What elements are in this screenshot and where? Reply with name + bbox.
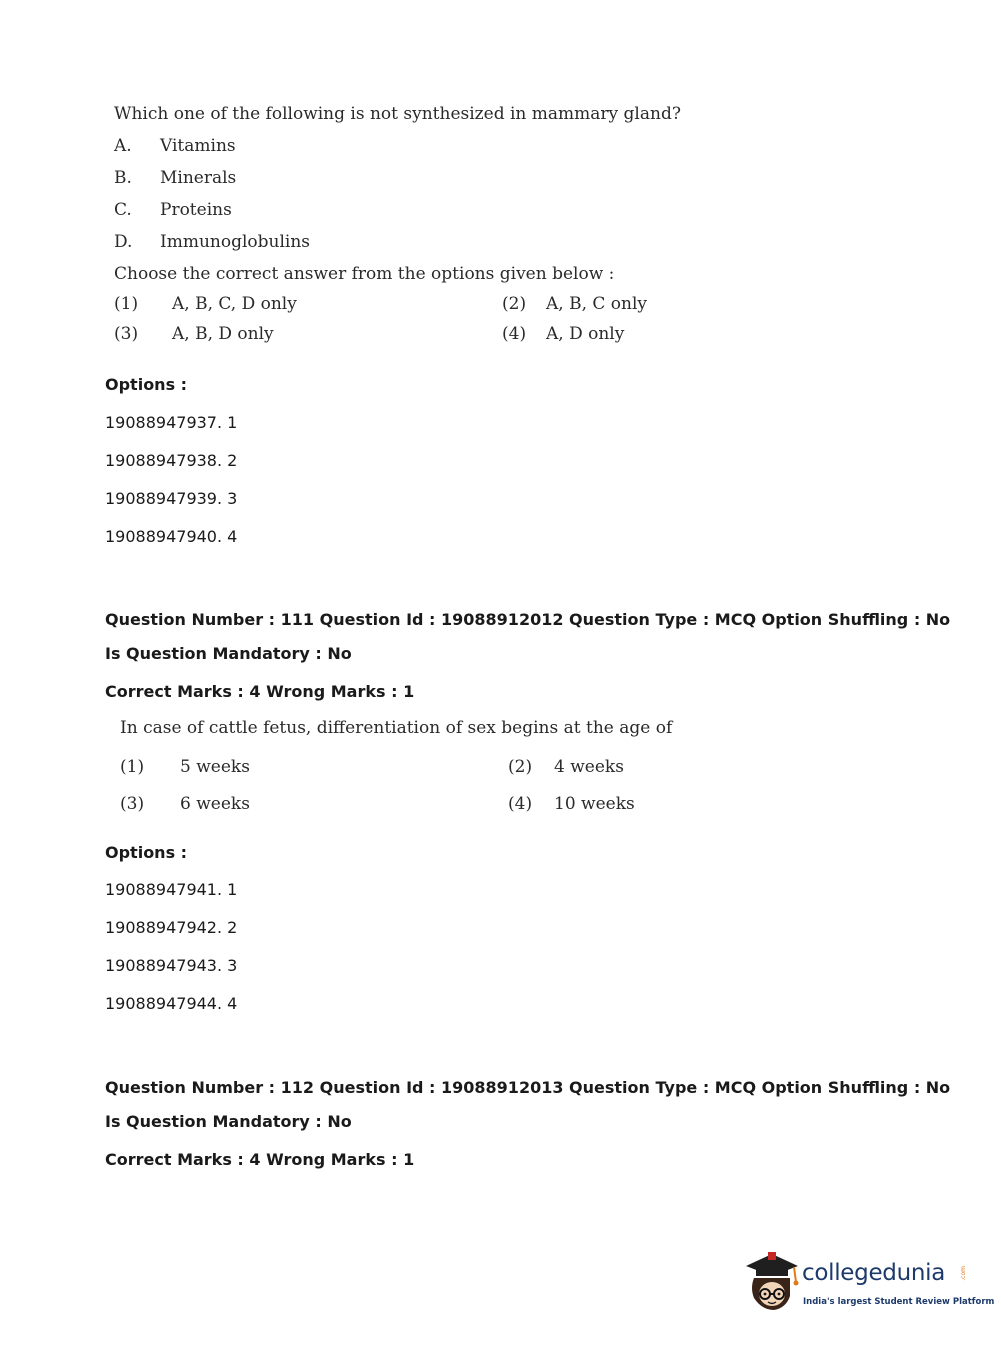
q111-options-label: Options : — [105, 843, 188, 862]
q111-choice-num: (1) — [120, 757, 145, 777]
brand-name: collegedunia — [802, 1260, 946, 1286]
q110-choice-text: A, D only — [546, 324, 625, 344]
q110-choice-num: (4) — [502, 324, 527, 344]
q110-item-letter: A. — [114, 136, 132, 156]
q111-choice-text: 6 weeks — [180, 794, 250, 814]
q110-option: 19088947938. 2 — [105, 451, 238, 470]
q111-marks: Correct Marks : 4 Wrong Marks : 1 — [105, 682, 415, 701]
q111-option: 19088947943. 3 — [105, 956, 238, 975]
q111-stem: In case of cattle fetus, differentiation of sex begins at the age of — [120, 718, 673, 738]
collegedunia-logo — [742, 1248, 995, 1320]
q111-option: 19088947942. 2 — [105, 918, 238, 937]
brand-suffix: .com — [960, 1266, 967, 1281]
q110-item-letter: C. — [114, 200, 132, 220]
q111-choice-num: (4) — [508, 794, 533, 814]
q110-instruction: Choose the correct answer from the options given below : — [114, 264, 615, 284]
q110-choice-num: (2) — [502, 294, 527, 314]
q110-choice-num: (1) — [114, 294, 139, 314]
q112-mandatory: Is Question Mandatory : No — [105, 1112, 352, 1131]
q111-mandatory: Is Question Mandatory : No — [105, 644, 352, 663]
q110-item-text: Proteins — [160, 200, 232, 220]
q111-choice-text: 5 weeks — [180, 757, 250, 777]
q111-option: 19088947944. 4 — [105, 994, 238, 1013]
brand-tagline: India's largest Student Review Platform — [803, 1297, 995, 1307]
q111-choice-num: (2) — [508, 757, 533, 777]
q110-item-letter: B. — [114, 168, 132, 188]
mascot-icon — [742, 1248, 802, 1320]
q112-header: Question Number : 112 Question Id : 19088912013 Question Type : MCQ Option Shuffling : No — [105, 1078, 951, 1097]
q110-item-letter: D. — [114, 232, 133, 252]
q110-choice-text: A, B, D only — [172, 324, 274, 344]
q111-choice-text: 10 weeks — [554, 794, 635, 814]
q111-choice-text: 4 weeks — [554, 757, 624, 777]
q110-item-text: Immunoglobulins — [160, 232, 311, 252]
q110-choice-text: A, B, C only — [546, 294, 648, 314]
q110-option: 19088947937. 1 — [105, 413, 238, 432]
q110-option: 19088947940. 4 — [105, 527, 238, 546]
q110-stem: Which one of the following is not synthesized in mammary gland? — [114, 104, 681, 124]
q111-choice-num: (3) — [120, 794, 145, 814]
q110-item-text: Vitamins — [160, 136, 236, 156]
q112-marks: Correct Marks : 4 Wrong Marks : 1 — [105, 1150, 415, 1169]
q111-header: Question Number : 111 Question Id : 19088912012 Question Type : MCQ Option Shuffling : No — [105, 610, 951, 629]
q110-choice-text: A, B, C, D only — [172, 294, 297, 314]
q110-option: 19088947939. 3 — [105, 489, 238, 508]
q110-options-label: Options : — [105, 375, 188, 394]
q110-item-text: Minerals — [160, 168, 237, 188]
q111-option: 19088947941. 1 — [105, 880, 238, 899]
q110-choice-num: (3) — [114, 324, 139, 344]
